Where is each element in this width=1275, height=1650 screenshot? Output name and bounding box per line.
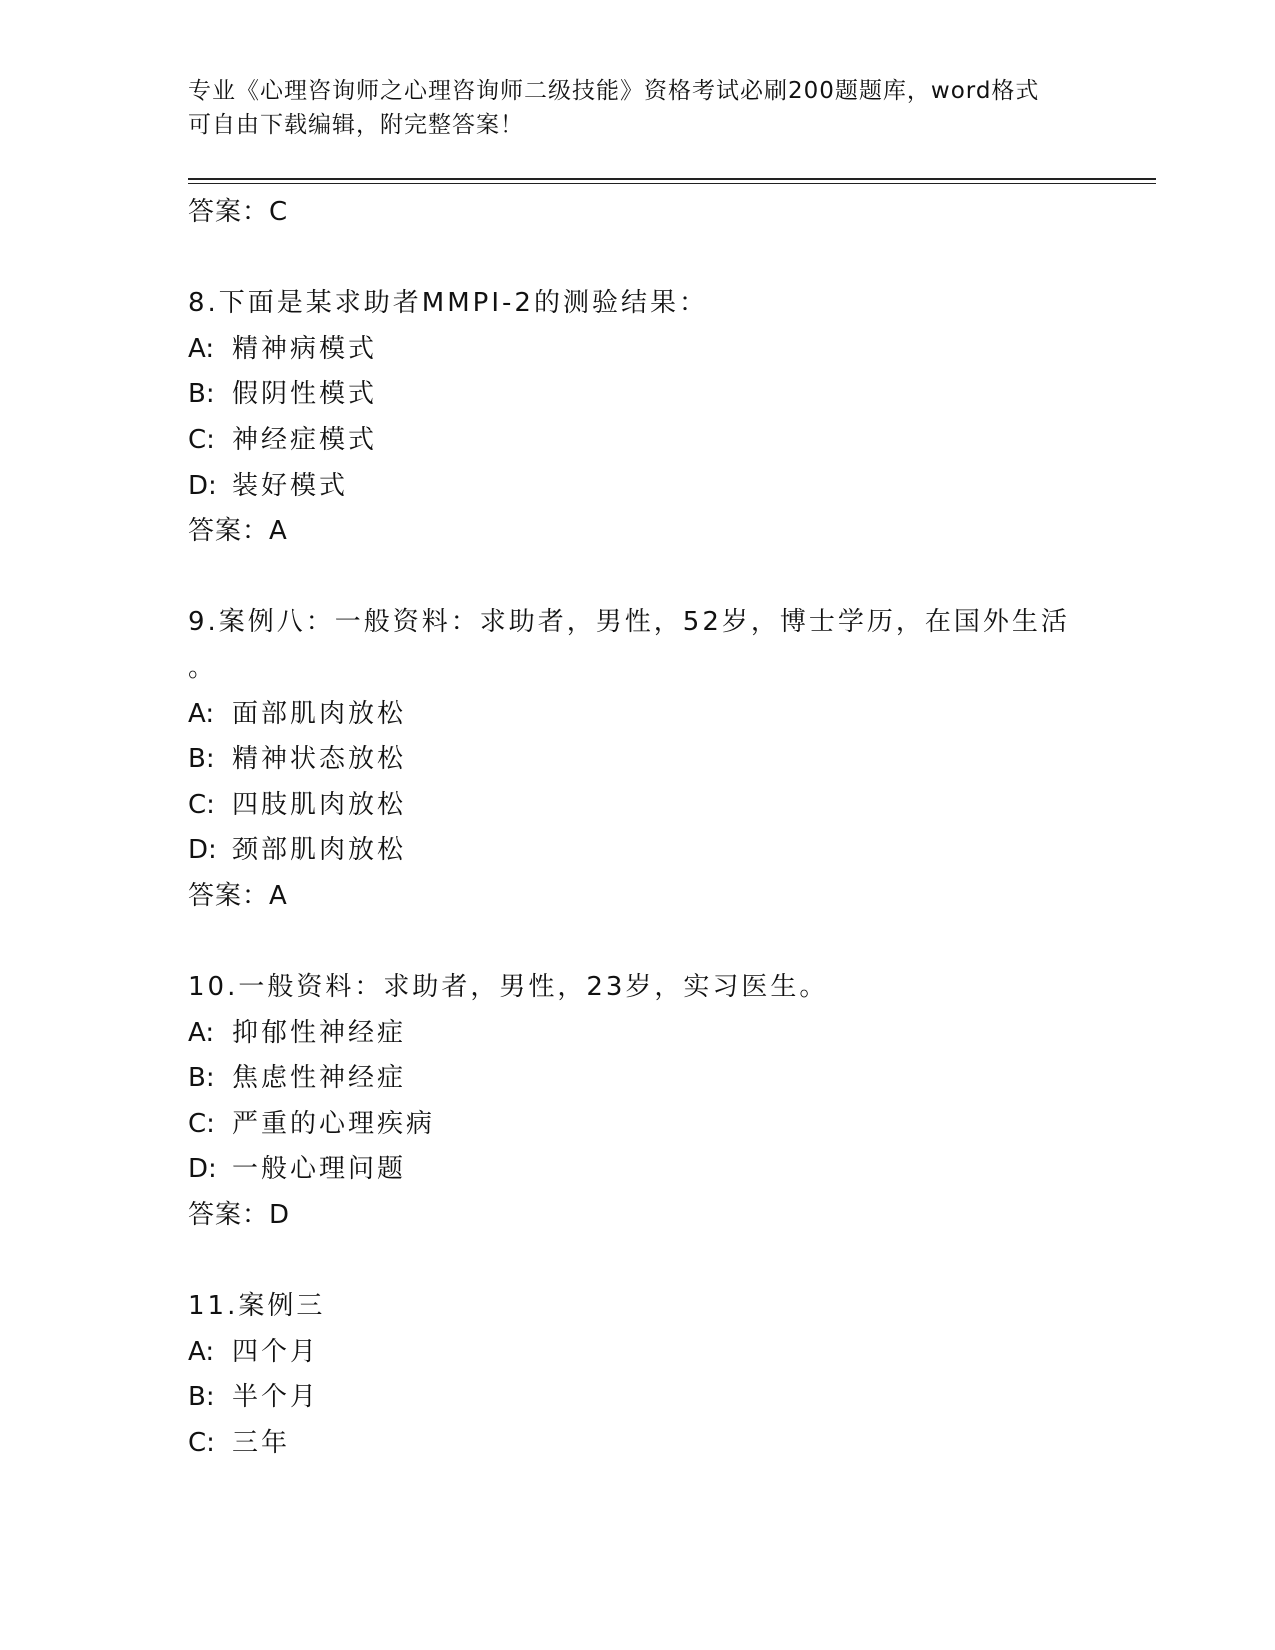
option-text: 一般心理问题 xyxy=(232,1154,407,1185)
option-label: D: xyxy=(188,470,217,501)
option-d xyxy=(188,828,1108,874)
option-c xyxy=(188,783,1108,829)
option-label: C: xyxy=(188,424,215,455)
question-11 xyxy=(188,1284,1108,1466)
option-text: 焦虑性神经症 xyxy=(232,1063,407,1094)
spacer xyxy=(188,555,1108,601)
option-text: 精神状态放松 xyxy=(232,744,407,775)
option-label: B: xyxy=(188,379,215,410)
spacer xyxy=(188,920,1108,966)
option-label: C: xyxy=(188,789,215,820)
option-b xyxy=(188,372,1108,418)
question-9 xyxy=(188,600,1108,919)
question-10 xyxy=(188,965,1108,1239)
answer: 答案：D xyxy=(188,1200,291,1231)
option-a xyxy=(188,1011,1108,1057)
option-text: 面部肌肉放松 xyxy=(232,698,407,729)
spacer xyxy=(188,1239,1108,1285)
header-line-2: 可自由下载编辑，附完整答案！ xyxy=(188,112,524,138)
header-divider-thin xyxy=(188,183,1156,184)
option-text: 神经症模式 xyxy=(232,424,378,455)
option-b xyxy=(188,737,1108,783)
option-label: A: xyxy=(188,1336,215,1367)
option-c xyxy=(188,418,1108,464)
option-label: B: xyxy=(188,1063,215,1094)
option-label: A: xyxy=(188,698,215,729)
question-list xyxy=(188,190,1108,1467)
question-8 xyxy=(188,281,1108,555)
previous-answer: 答案：C xyxy=(188,197,289,227)
option-label: C: xyxy=(188,1108,215,1139)
question-stem: 10.一般资料：求助者，男性，23岁，实习医生。 xyxy=(188,972,829,1003)
option-label: C: xyxy=(188,1428,215,1459)
option-text: 抑郁性神经症 xyxy=(232,1017,407,1048)
question-stem-continued: 。 xyxy=(188,652,218,683)
option-a xyxy=(188,327,1108,373)
option-d xyxy=(188,1147,1108,1193)
option-label: B: xyxy=(188,1382,215,1413)
option-label: B: xyxy=(188,744,215,775)
option-text: 半个月 xyxy=(232,1382,320,1413)
option-text: 四个月 xyxy=(232,1336,320,1367)
option-text: 精神病模式 xyxy=(232,333,378,364)
option-label: A: xyxy=(188,1017,215,1048)
option-b xyxy=(188,1056,1108,1102)
question-stem: 11.案例三 xyxy=(188,1291,326,1322)
option-a xyxy=(188,692,1108,738)
option-label: A: xyxy=(188,333,215,364)
option-a xyxy=(188,1330,1108,1376)
option-label: D: xyxy=(188,1154,217,1185)
answer: 答案：A xyxy=(188,880,288,911)
header-divider-thick xyxy=(188,178,1156,180)
option-text: 颈部肌肉放松 xyxy=(232,835,407,866)
option-text: 三年 xyxy=(232,1428,291,1459)
option-text: 假阴性模式 xyxy=(232,379,378,410)
question-stem: 9.案例八：一般资料：求助者，男性，52岁，博士学历，在国外生活 xyxy=(188,607,1070,638)
option-c xyxy=(188,1421,1108,1467)
spacer xyxy=(188,236,1108,282)
header-line-1: 专业《心理咨询师之心理咨询师二级技能》资格考试必刷200题题库，word格式 xyxy=(188,78,1040,104)
document-header xyxy=(188,74,1088,142)
question-stem: 8.下面是某求助者MMPI-2的测验结果： xyxy=(188,288,708,319)
option-c xyxy=(188,1102,1108,1148)
option-d xyxy=(188,464,1108,510)
option-text: 装好模式 xyxy=(232,470,349,501)
answer: 答案：A xyxy=(188,516,288,547)
option-text: 严重的心理疾病 xyxy=(232,1108,436,1139)
option-b xyxy=(188,1375,1108,1421)
option-label: D: xyxy=(188,835,217,866)
option-text: 四肢肌肉放松 xyxy=(232,789,407,820)
